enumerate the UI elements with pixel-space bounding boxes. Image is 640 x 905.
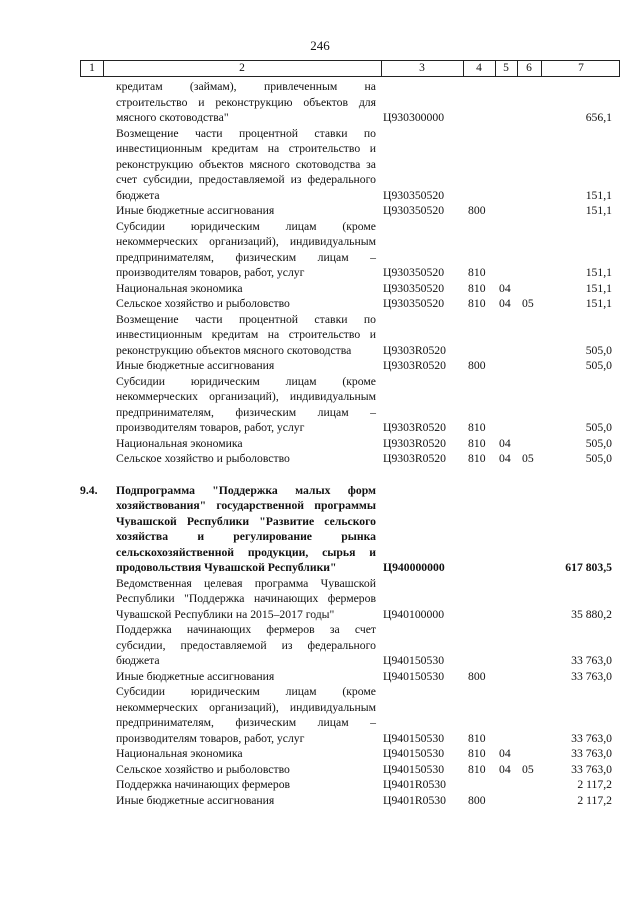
header-col-5: 5 [503,62,509,74]
row-amount: 33 763,0 [571,731,612,745]
row-amount: 151,1 [585,281,612,295]
row-section: 04 [499,436,511,450]
row-expense-type: 810 [468,452,486,465]
row-expense-type: 810 [468,281,486,295]
header-col-6: 6 [526,62,532,74]
row-expense-type: 810 [468,421,486,434]
header-col-2: 2 [239,62,245,74]
row-section: 04 [499,747,511,760]
row-description: Подпрограмма "Поддержка малых форм хозяйствования" государственной программы Чувашской Республики "Развитие сельского хозяйства и регулирование рынка сельскохозяйственной продукции, сырья и продовольствия Чувашской Республики" [116,483,376,574]
row-expense-type: 810 [468,436,486,450]
row-description: Сельское хозяйство и рыболовство [116,452,290,465]
budget-table [80,60,620,808]
table-row [80,436,620,452]
row-expense-type: 810 [468,731,486,745]
table-row [80,483,620,576]
row-amount: 505,0 [585,359,612,372]
row-description: Ведомственная целевая программа Чувашской Республики "Поддержка начинающих фермеров Чувашской Республики на 2015–2017 годы" [116,576,376,621]
row-amount: 505,0 [585,343,612,357]
table-row [80,451,620,467]
row-description: Поддержка начинающих фермеров [116,778,291,791]
table-row [80,281,620,297]
table-row [80,669,620,685]
table-row [80,79,620,126]
row-amount: 151,1 [585,297,612,310]
table-row [80,296,620,312]
row-target-code: Ц9303R0520 [383,436,446,450]
page-number: 246 [310,38,330,53]
row-amount: 33 763,0 [571,654,612,667]
row-expense-type: 810 [468,762,486,776]
table-row [80,203,620,219]
row-amount: 151,1 [585,266,612,279]
row-amount: 505,0 [585,421,612,434]
table-row [80,622,620,669]
row-description: Сельское хозяйство и рыболовство [116,762,290,776]
row-amount: 617 803,5 [565,561,612,574]
row-number: 9.4. [80,483,98,497]
row-description: Поддержка начинающих фермеров за счет субсидии, предоставляемой из федерального бюджета [116,623,376,667]
row-target-code: Ц930300000 [383,111,445,124]
table-row [80,576,620,623]
row-section: 04 [499,281,511,295]
row-target-code: Ц9303R0520 [383,343,446,357]
row-target-code: Ц9303R0520 [383,452,446,465]
table-row [80,374,620,436]
row-subsection: 05 [522,452,534,465]
table-body [80,79,620,808]
row-expense-type: 810 [468,747,486,760]
row-description: кредитам (займам), привлеченным на строительство и реконструкцию объектов для мясного скотоводства" [116,80,376,124]
table-row [80,358,620,374]
table-row [80,793,620,809]
row-expense-type: 800 [468,359,486,372]
row-target-code: Ц940100000 [383,607,445,621]
row-amount: 656,1 [585,111,612,124]
row-target-code: Ц940150530 [383,654,445,667]
row-amount: 33 763,0 [571,747,612,760]
row-target-code: Ц9303R0520 [383,359,446,372]
row-expense-type: 810 [468,266,486,279]
row-target-code: Ц9401R0530 [383,778,446,791]
row-description: Возмещение части процентной ставки по инвестиционным кредитам на строительство и реконструкцию объектов мясного скотоводства [116,312,376,357]
header-col-7: 7 [578,62,584,74]
header-col-4: 4 [476,62,482,74]
row-description: Субсидии юридическим лицам (кроме некоммерческих организаций), индивидуальным предпринимателям, физическим лицам – производителям товаров, работ, услуг [116,685,376,745]
row-target-code: Ц940150530 [383,762,445,776]
row-description: Субсидии юридическим лицам (кроме некоммерческих организаций), индивидуальным предпринимателям, физическим лицам – производителям товаров, работ, услуг [116,374,376,434]
row-amount: 505,0 [585,452,612,465]
row-amount: 505,0 [585,436,612,450]
row-amount: 2 117,2 [577,778,612,791]
table-header [80,60,620,77]
row-expense-type: 810 [468,297,486,310]
row-description: Субсидии юридическим лицам (кроме некоммерческих организаций), индивидуальным предпринимателям, физическим лицам – производителям товаров, работ, услуг [116,219,376,279]
row-description: Национальная экономика [116,436,243,450]
row-amount: 151,1 [585,188,612,202]
row-target-code: Ц9401R0530 [383,793,446,807]
row-section: 04 [499,452,511,465]
row-description: Национальная экономика [116,747,243,760]
row-target-code: Ц930350520 [383,204,445,217]
header-col-3: 3 [419,62,425,74]
row-description: Иные бюджетные ассигнования [116,669,275,683]
row-subsection: 05 [522,762,534,776]
row-target-code: Ц940150530 [383,669,445,683]
row-subsection: 05 [522,297,534,310]
table-row [80,762,620,778]
table-row [80,126,620,204]
row-description: Иные бюджетные ассигнования [116,359,275,372]
row-target-code: Ц9303R0520 [383,421,446,434]
row-target-code: Ц940150530 [383,747,445,760]
table-row [80,312,620,359]
header-col-1: 1 [89,62,95,74]
row-description: Национальная экономика [116,281,243,295]
row-target-code: Ц940000000 [383,561,445,574]
row-amount: 2 117,2 [577,793,612,807]
table-row [80,684,620,746]
row-description: Иные бюджетные ассигнования [116,204,275,217]
row-amount: 33 763,0 [571,762,612,776]
row-amount: 33 763,0 [571,669,612,683]
row-amount: 151,1 [585,204,612,217]
row-description: Иные бюджетные ассигнования [116,793,275,807]
row-section: 04 [499,297,511,310]
row-expense-type: 800 [468,793,486,807]
row-amount: 35 880,2 [571,607,612,621]
row-expense-type: 800 [468,669,486,683]
table-row [80,746,620,762]
table-row [80,219,620,281]
row-spacer [80,467,620,483]
table-row [80,777,620,793]
row-target-code: Ц930350520 [383,297,445,310]
row-expense-type: 800 [468,204,486,217]
row-target-code: Ц940150530 [383,731,445,745]
row-description: Сельское хозяйство и рыболовство [116,297,290,310]
row-target-code: Ц930350520 [383,281,445,295]
row-description: Возмещение части процентной ставки по инвестиционным кредитам на строительство и реконструкцию объектов мясного скотоводства за счет субсидии, предоставляемой из федерального бюджета [116,126,376,202]
row-target-code: Ц930350520 [383,188,445,202]
row-target-code: Ц930350520 [383,266,445,279]
row-section: 04 [499,762,511,776]
